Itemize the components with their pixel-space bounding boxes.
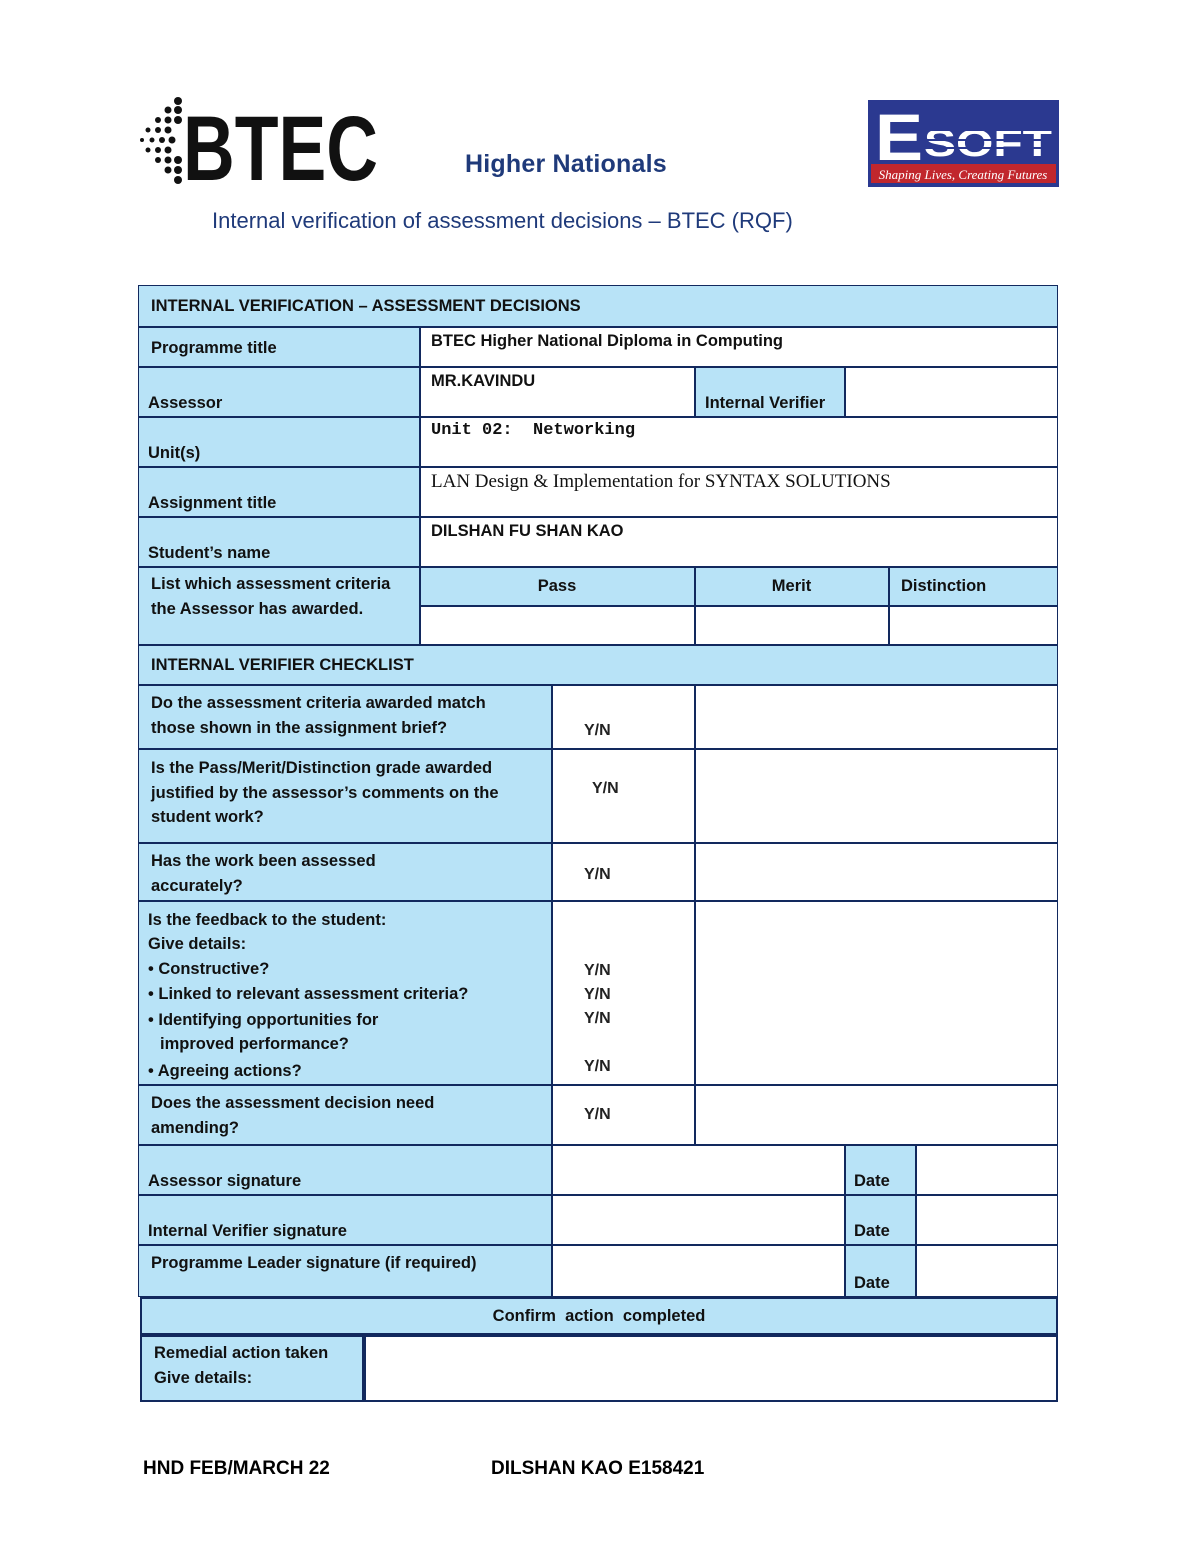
- q5-yn-field[interactable]: [552, 1085, 695, 1145]
- assessor-date-label: Date: [854, 1172, 890, 1190]
- section-heading: INTERNAL VERIFICATION – ASSESSMENT DECISIONS: [151, 297, 581, 315]
- assignment-title-field[interactable]: [420, 467, 1058, 517]
- criteria-label-line1: List which assessment criteria: [151, 575, 391, 593]
- pl-date-label-cell: [845, 1245, 916, 1297]
- q4-label-cell: [138, 901, 552, 1085]
- criteria-label-cell: [138, 567, 420, 645]
- criteria-label-line2: the Assessor has awarded.: [151, 600, 364, 618]
- q4-line7: • Agreeing actions?: [148, 1062, 302, 1080]
- q4-line5: • Identifying opportunities for: [148, 1011, 379, 1029]
- q3-yn-field[interactable]: [552, 843, 695, 901]
- q2-line2: justified by the assessor’s comments on the: [151, 784, 499, 802]
- q3-line2: accurately?: [151, 877, 243, 895]
- q4-comment-field[interactable]: [695, 901, 1058, 1085]
- page-title: Higher Nationals: [465, 150, 667, 178]
- esoft-tagline: Shaping Lives, Creating Futures: [878, 167, 1048, 182]
- programme-title-field[interactable]: [420, 327, 1058, 367]
- student-name-label-cell: [138, 517, 420, 567]
- iv-date-label-cell: [845, 1195, 916, 1245]
- internal-verifier-label: Internal Verifier: [705, 394, 826, 412]
- esoft-logo-e: E: [875, 100, 923, 174]
- assessor-date-label-cell: [845, 1145, 916, 1195]
- q2-line1: Is the Pass/Merit/Distinction grade awarded: [151, 759, 493, 777]
- q4-line2: Give details:: [148, 935, 247, 953]
- q2-line3: student work?: [151, 808, 264, 826]
- q4-line3: • Constructive?: [148, 960, 270, 978]
- merit-header-cell: [695, 567, 889, 606]
- distinction-header-cell: [889, 567, 1058, 606]
- pl-signature-field[interactable]: [552, 1245, 845, 1297]
- programme-title-value: BTEC Higher National Diploma in Computing: [431, 332, 783, 350]
- q5-line1: Does the assessment decision need: [151, 1094, 435, 1112]
- q1-label-cell: [138, 685, 552, 749]
- confirm-heading: Confirm action completed: [492, 1307, 706, 1325]
- units-field[interactable]: [420, 417, 1058, 467]
- pass-header-cell: [420, 567, 695, 606]
- distinction-header: Distinction: [901, 577, 987, 595]
- confirm-heading-cell: [140, 1297, 1058, 1335]
- iv-signature-field[interactable]: [552, 1195, 845, 1245]
- q2-yn: Y/N: [592, 780, 619, 797]
- q1-line1: Do the assessment criteria awarded match: [151, 694, 486, 712]
- q4-yn-linked: Y/N: [584, 986, 611, 1003]
- btec-logo-text: BTEC: [183, 98, 378, 200]
- checklist-heading: INTERNAL VERIFIER CHECKLIST: [151, 656, 414, 674]
- section-heading-cell: [138, 285, 1058, 327]
- assessor-signature-field[interactable]: [552, 1145, 845, 1195]
- q4-line4: • Linked to relevant assessment criteria?: [148, 985, 469, 1003]
- assessor-signature-label-cell: [138, 1145, 552, 1195]
- assignment-title-label: Assignment title: [148, 494, 277, 512]
- iv-signature-label-cell: [138, 1195, 552, 1245]
- btec-logo-dots-icon: [138, 96, 383, 200]
- footer-left: HND FEB/MARCH 22: [143, 1458, 330, 1479]
- q5-yn: Y/N: [584, 1106, 611, 1123]
- assessor-date-field[interactable]: [916, 1145, 1058, 1195]
- verification-form: [138, 285, 1058, 1405]
- q2-yn-field[interactable]: [552, 749, 695, 843]
- esoft-logo: [868, 100, 1059, 187]
- q2-label-cell: [138, 749, 552, 843]
- checklist-heading-cell: [138, 645, 1058, 685]
- pl-signature-label: Programme Leader signature (if required): [151, 1254, 477, 1272]
- units-label-cell: [138, 417, 420, 467]
- btec-logo: [138, 96, 383, 200]
- esoft-logo-soft: SOFT: [924, 123, 1052, 165]
- q5-line2: amending?: [151, 1119, 240, 1137]
- footer-right: DILSHAN KAO E158421: [491, 1458, 705, 1479]
- q3-comment-field[interactable]: [695, 843, 1058, 901]
- assignment-title-value: LAN Design & Implementation for SYNTAX SOLUTIONS: [431, 471, 891, 492]
- iv-signature-label: Internal Verifier signature: [148, 1222, 347, 1240]
- q4-line6: improved performance?: [160, 1035, 349, 1053]
- pass-criteria-field[interactable]: [420, 606, 695, 645]
- assignment-title-label-cell: [138, 467, 420, 517]
- distinction-criteria-field[interactable]: [889, 606, 1058, 645]
- q3-line1: Has the work been assessed: [151, 852, 376, 870]
- internal-verifier-field[interactable]: [845, 367, 1058, 417]
- page-subtitle: Internal verification of assessment decisions – BTEC (RQF): [212, 208, 793, 233]
- q4-yn-constructive: Y/N: [584, 962, 611, 979]
- q2-comment-field[interactable]: [695, 749, 1058, 843]
- assessor-value: MR.KAVINDU: [431, 372, 536, 390]
- remedial-label-cell: [140, 1335, 364, 1402]
- student-name-value: DILSHAN FU SHAN KAO: [431, 522, 624, 540]
- q4-line1: Is the feedback to the student:: [148, 911, 387, 929]
- merit-header: Merit: [771, 577, 812, 595]
- q5-comment-field[interactable]: [695, 1085, 1058, 1145]
- q4-yn-field[interactable]: [552, 901, 695, 1085]
- assessor-label-cell: [138, 367, 420, 417]
- remedial-line2: Give details:: [154, 1369, 253, 1387]
- pass-header: Pass: [537, 577, 577, 595]
- q1-line2: those shown in the assignment brief?: [151, 719, 448, 737]
- q3-label-cell: [138, 843, 552, 901]
- programme-title-label-cell: [138, 327, 420, 367]
- units-value: Unit 02: Networking: [431, 421, 636, 440]
- q1-comment-field[interactable]: [695, 685, 1058, 749]
- pl-signature-label-cell: [138, 1245, 552, 1297]
- remedial-details-field[interactable]: [364, 1335, 1058, 1402]
- merit-criteria-field[interactable]: [695, 606, 889, 645]
- programme-title-label: Programme title: [151, 339, 277, 357]
- assessor-field[interactable]: [420, 367, 695, 417]
- q4-yn-identifying: Y/N: [584, 1010, 611, 1027]
- internal-verifier-label-cell: [695, 367, 845, 417]
- student-name-label: Student’s name: [148, 544, 271, 562]
- pl-date-field[interactable]: [916, 1245, 1058, 1297]
- iv-date-label: Date: [854, 1222, 890, 1240]
- student-name-field[interactable]: [420, 517, 1058, 567]
- q4-yn-agreeing: Y/N: [584, 1058, 611, 1075]
- assessor-signature-label: Assessor signature: [148, 1172, 302, 1190]
- remedial-line1: Remedial action taken: [154, 1344, 329, 1362]
- q5-label-cell: [138, 1085, 552, 1145]
- q3-yn: Y/N: [584, 866, 611, 883]
- units-label: Unit(s): [148, 444, 201, 462]
- assessor-label: Assessor: [148, 394, 223, 412]
- q1-yn-field[interactable]: [552, 685, 695, 749]
- pl-date-label: Date: [854, 1274, 890, 1292]
- iv-date-field[interactable]: [916, 1195, 1058, 1245]
- q1-yn: Y/N: [584, 722, 611, 739]
